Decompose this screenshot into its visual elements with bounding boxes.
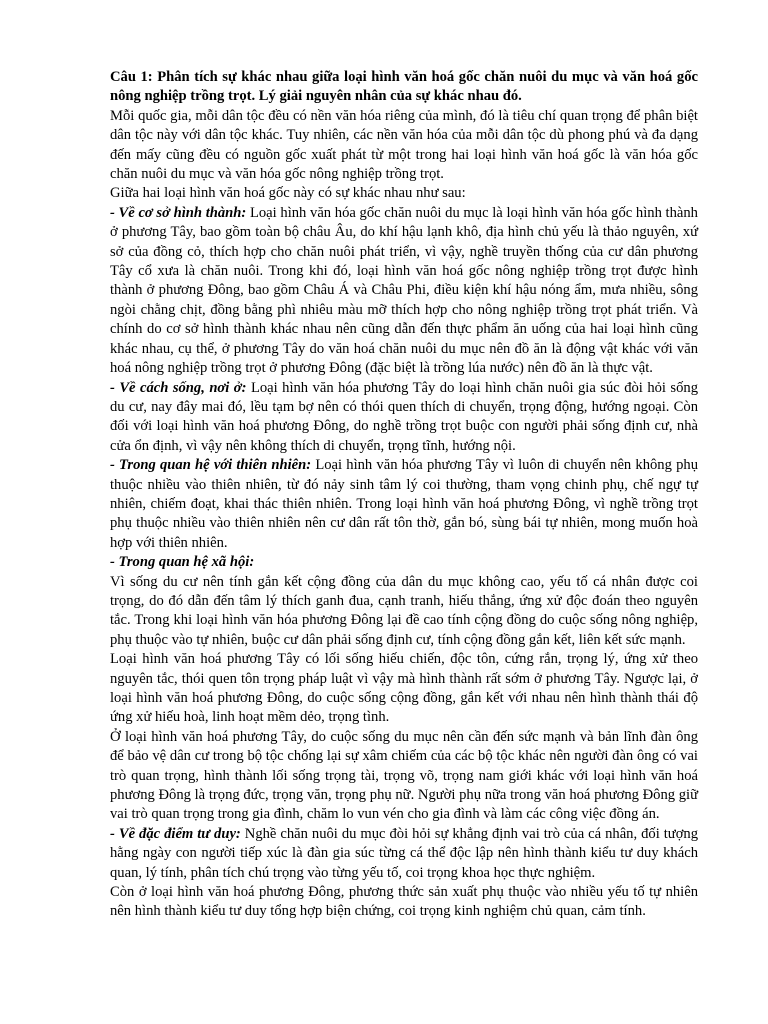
section-social — [110, 553, 698, 572]
section-social-paragraph-1: Vì sống du cư nên tính gắn kết cộng đồng của dân du mục không cao, yếu tố cá nhân được coi trọng, do đó dẫn đến tâm lý thích ganh đua, cạnh tranh, hiếu thắng, ứng xử độc đoán theo nguyên tắc. Trong khi loại hình văn hóa phương Đông lại đề cao tính cộng đồng do cuộc sống nông nghiệp, phụ thuộc vào tự nhiên, buộc cư dân phải sống định cư, tính cộng đồng gắn kết, liên kết sức mạnh. — [110, 573, 698, 648]
section-thinking-heading: - Về đặc điểm tư duy: — [110, 825, 241, 842]
section-nature-text: Loại hình văn hóa phương Tây vì luôn di chuyển nên không phụ thuộc nhiều vào thiên nhiên, từ đó nảy sinh tâm lý coi thường, tham vọng chinh phụ, chế ngự tự nhiên, chiếm đoạt, khai thác thiên nhiên. Trong loại hình văn hoá phương Đông, vì nghề trồng trọt phụ thuộc nhiều vào thiên nhiên nên cư dân rất tôn thờ, gắn bó, sùng bái tự nhiên, mong muốn hoà hợp với thiên nhiên. — [110, 457, 698, 551]
intro-paragraph: Mỗi quốc gia, mỗi dân tộc đều có nền văn hóa riêng của mình, đó là tiêu chí quan trọng để phân biệt dân tộc này với dân tộc khác. Tuy nhiên, các nền văn hóa của mỗi dân tộc dù phong phú và đa dạng đến mấy cũng đều có nguồn gốc xuất phát từ một trong hai loại hình văn hoá gốc là văn hóa gốc chăn nuôi du mục và văn hóa gốc nông nghiệp trồng trọt. — [110, 107, 698, 183]
section-origin — [110, 204, 698, 379]
section-lifestyle-heading: - Về cách sống, nơi ở: — [110, 379, 247, 396]
section-lifestyle-text: Loại hình văn hóa phương Tây do loại hình chăn nuôi gia súc đòi hỏi sống du cư, nay đây mai đó, lều tạm bợ nên có thói quen thích di chuyển, trọng động, hướng ngoại. Còn đối với loại hình văn hoá phương Đông, do nghề trồng trọt buộc con người phải sống định cư, nhà cửa ổn định, vì vậy nên không thích di chuyển, trọng tĩnh, hướng nội. — [110, 379, 698, 454]
section-social-heading: - Trong quan hệ xã hội: — [110, 554, 255, 571]
section-lifestyle — [110, 379, 698, 457]
section-origin-heading: - Về cơ sở hình thành: — [110, 204, 247, 221]
section-thinking-text: Nghề chăn nuôi du mục đòi hỏi sự khẳng định vai trò của cá nhân, đối tượng hằng ngày con người tiếp xúc là đàn gia súc từng cá thể độc lập nên hình thành kiểu tư duy khách quan, lý tính, phân tích chú trọng vào từng yếu tố, coi trọng khoa học thực nghiệm. — [110, 825, 699, 881]
document-body — [110, 68, 698, 922]
question-title: Câu 1: Phân tích sự khác nhau giữa loại hình văn hoá gốc chăn nuôi du mục và văn hoá gốc nông nghiệp trồng trọt. Lý giải nguyên nhân của sự khác nhau đó. — [110, 69, 698, 105]
section-origin-text: Loại hình văn hóa gốc chăn nuôi du mục là loại hình văn hóa gốc hình thành ở phương Tây, bao gồm toàn bộ châu Âu, do khí hậu lạnh khô, địa hình chủ yếu là thảo nguyên, xứ sở của đồng cỏ, thích hợp cho chăn nuôi phát triển, vì vậy, nghề truyền thống của cư dân phương Tây cổ xưa là chăn nuôi. Trong khi đó, loại hình văn hoá gốc nông nghiệp trồng trọt được hình thành ở phương Đông, bao gồm Châu Á và Châu Phi, điều kiện khí hậu nóng ẩm, mưa nhiều, sông ngòi chằng chịt, đồng bằng phì nhiêu màu mỡ thích hợp cho nông nghiệp trồng trọt phát triển. Và chính do cơ sở hình thành khác nhau nên cũng dẫn đến thực phẩm ăn uống của hai loại hình cũng khác nhau, cụ thể, ở phương Tây do văn hoá chăn nuôi du mục nên đồ ăn là động vật khác với văn hoá nông nghiệp trồng trọt ở phương Đông (đặc biệt là trồng lúa nước) nên đồ ăn là thực vật. — [110, 204, 698, 377]
intro-transition: Giữa hai loại hình văn hoá gốc này có sự khác nhau như sau: — [110, 185, 466, 202]
section-social-paragraph-3: Ở loại hình văn hoá phương Tây, do cuộc sống du mục nên cần đến sức mạnh và bản lĩnh đàn ông để bảo vệ dân cư trong bộ tộc chống lại sự xâm chiếm của các bộ tộc khác nên người đàn ông có vai trò quan trọng, hình thành lối sống trọng tài, trọng võ, trọng nam giới khác với loại hình văn hoá phương Đông là trọng đức, trọng văn, trọng phụ nữ. Người phụ nữa trong văn hoá phương Đông giữ vai trò quan trọng trong gia đình, chăm lo vun vén cho gia đình và làm các công việc đồng án. — [110, 728, 698, 823]
section-thinking-paragraph-2: Còn ở loại hình văn hoá phương Đông, phương thức sản xuất phụ thuộc vào nhiều yếu tố tự nhiên nên hình thành kiểu tư duy tổng hợp biện chứng, coi trọng kinh nghiệm chủ quan, cảm tính. — [110, 884, 698, 920]
section-social-paragraph-2: Loại hình văn hoá phương Tây có lối sống hiếu chiến, độc tôn, cứng rắn, trọng lý, ứng xử theo nguyên tắc, thói quen tôn trọng pháp luật vì vậy mà hình thành rất sớm ở phương Tây. Ngược lại, ở loại hình văn hoá phương Đông, do cuộc sống cộng đồng, gắn kết với nhau nên hình thành thái độ ứng xử hiếu hoà, linh hoạt mềm dẻo, trọng tình. — [110, 651, 698, 726]
section-thinking — [110, 825, 698, 883]
section-nature — [110, 456, 698, 553]
section-nature-heading: - Trong quan hệ với thiên nhiên: — [110, 457, 312, 474]
